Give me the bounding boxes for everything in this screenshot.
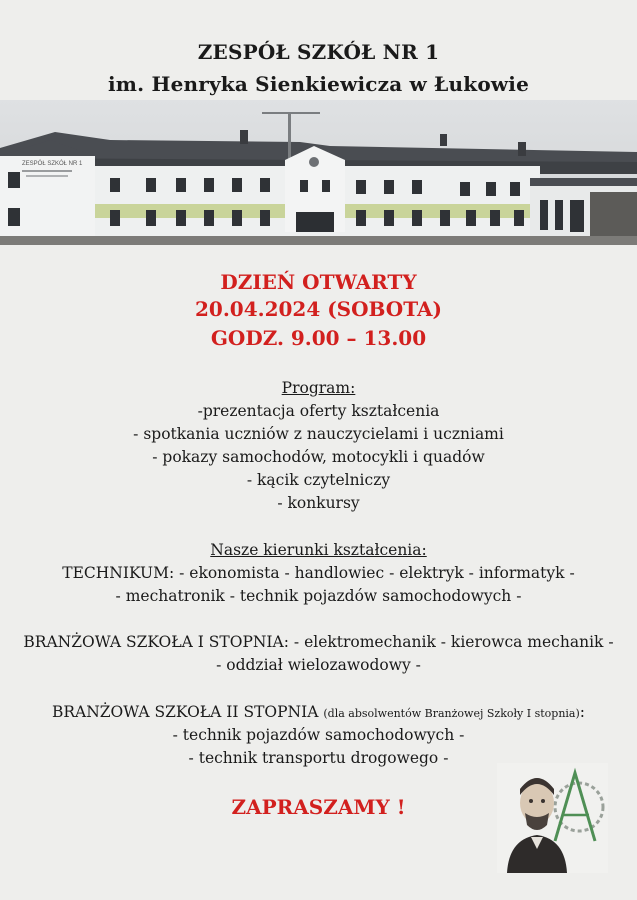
school-name: ZESPÓŁ SZKÓŁ NR 1 <box>197 40 440 64</box>
branzowa2-note: (dla absolwentów Branżowej Szkoły I stopnia) <box>323 707 580 720</box>
program-item: - kącik czytelniczy <box>246 471 391 489</box>
invite-text: ZAPRASZAMY ! <box>231 795 406 819</box>
program-item: - spotkania uczniów z nauczycielami i uczniami <box>133 425 504 443</box>
program-item: -prezentacja oferty kształcenia <box>197 402 440 420</box>
patron-portrait-icon <box>497 763 608 873</box>
branzowa1-line: - oddział wielozawodowy - <box>216 656 421 674</box>
branzowa2-colon: : <box>579 703 586 721</box>
directions-heading: Nasze kierunki kształcenia: <box>210 541 427 559</box>
technikum-line: - mechatronik - technik pojazdów samochodowych - <box>115 587 522 605</box>
program-item: - pokazy samochodów, motocykli i quadów <box>152 448 485 466</box>
event-date: 20.04.2024 (SOBOTA) <box>194 297 442 321</box>
branzowa2-item: - technik transportu drogowego - <box>188 749 449 767</box>
program-heading: Program: <box>281 379 356 397</box>
school-building-photo <box>0 100 637 245</box>
event-title: DZIEŃ OTWARTY <box>220 270 417 294</box>
branzowa2-item: - technik pojazdów samochodowych - <box>172 726 465 744</box>
technikum-line: TECHNIKUM: - ekonomista - handlowiec - elektryk - informatyk - <box>62 564 575 582</box>
branzowa2-title-line <box>0 702 637 724</box>
program-item: - konkursy <box>277 494 360 512</box>
school-patron: im. Henryka Sienkiewicza w Łukowie <box>108 72 529 96</box>
building-sign-text: ZESPÓŁ SZKÓŁ NR 1 <box>22 161 83 167</box>
event-hours: GODZ. 9.00 – 13.00 <box>210 326 427 350</box>
branzowa2-title: BRANŻOWA SZKOŁA II STOPNIA <box>51 703 324 721</box>
branzowa1-line: BRANŻOWA SZKOŁA I STOPNIA: - elektromechanik - kierowca mechanik - <box>23 633 614 651</box>
